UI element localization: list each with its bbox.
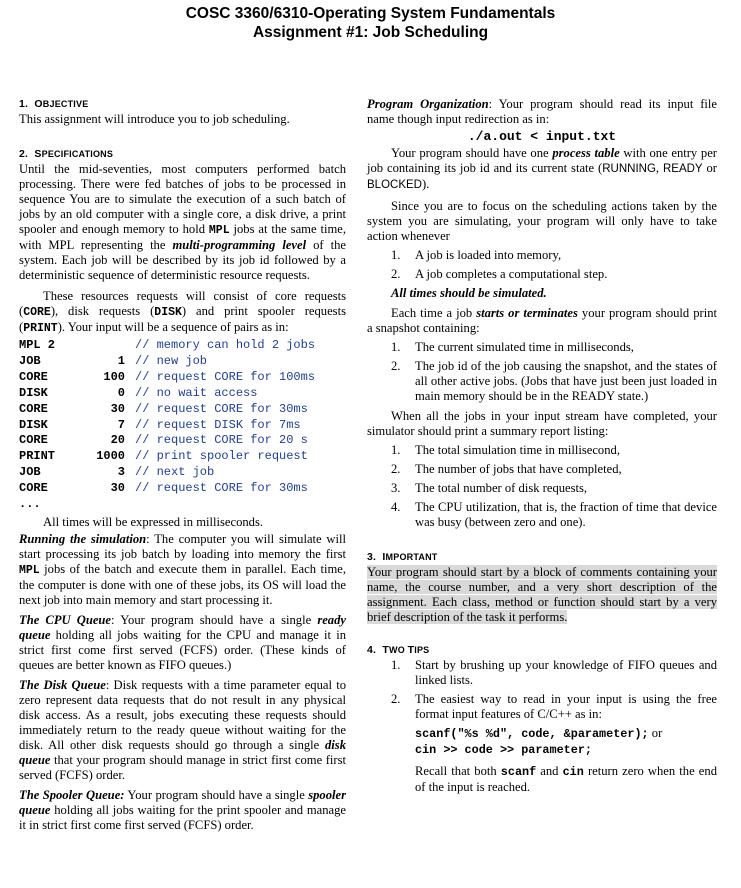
list-item: 2. A job completes a computational step. [391, 267, 608, 281]
code-line [19, 481, 315, 497]
recall-note: Recall that both scanf and cin return zero when the end of the input is reached. [415, 764, 717, 794]
code-value: 7 [117, 417, 125, 432]
spec-paragraph-running: Running the simulation: The computer you will simulate will start processing its job batch by loading into memory the first MPL jobs of the batch and execute them in parallel. Each time, the computer is done with one of these jobs, its OS will load the next job into main memory and start processing it. [19, 532, 347, 608]
list-item: 4. The CPU utilization, that is, the fraction of time that device was busy (between zero and one). [391, 500, 717, 529]
code-line [19, 402, 315, 418]
code-line [19, 433, 315, 449]
title-line-course: COSC 3360/6310-Operating System Fundamentals [185, 5, 556, 22]
code-line [19, 338, 315, 354]
code-keyword: CORE [19, 433, 48, 448]
list-item: 2. The job id of the job causing the snapshot, and the states of all other active jobs. (Jobs that have just been just loaded in main memory should be in the READY state.) [391, 359, 717, 403]
code-line [19, 370, 315, 386]
right-column [367, 97, 717, 795]
code-keyword: PRINT [19, 449, 56, 464]
actions-list [367, 248, 717, 282]
code-comment: // request DISK for 7ms [135, 417, 301, 432]
list-item: 1. A job is loaded into memory, [391, 248, 562, 262]
org-paragraph-snapshot: Each time a job starts or terminates your program should print a snapshot containing: [367, 306, 717, 335]
org-paragraph-process-table: Your program should have one process table with one entry per job containing its job id and its current state (RUNNING, READY or BLOCKED). [367, 146, 718, 191]
left-column [19, 97, 346, 833]
spec-paragraph-batch: Until the mid-seventies, most computers performed batch processing. There were fed batches of jobs to be processed in sequence You are to simulate the execution of a such batch of jobs by an old computer with a single core, a disk drive, a print spooler and enough memory to hold MPL jobs at the same time, with MPL representing the multi-programming level of the system. Each job will be described by its job id followed by a deterministic sequence of deterministic resource requests. [19, 162, 346, 282]
spec-paragraph-spooler-queue: The Spooler Queue: Your program should have a single spooler queue holding all jobs waiting for the print spooler and manage it in strict first come first served (FCFS) order. [19, 788, 347, 833]
code-value: 30 [110, 481, 125, 496]
code-comment: // memory can hold 2 jobs [135, 338, 316, 352]
code-keyword: JOB [19, 353, 41, 368]
list-item: 1. Start by brushing up your knowledge of FIFO queues and linked lists. [391, 658, 717, 687]
list-item: 1. The current simulated time in milliseconds, [391, 340, 634, 354]
code-keyword: CORE [19, 481, 48, 496]
code-comment: // no wait access [135, 385, 258, 400]
code-line [19, 465, 315, 481]
snapshot-list [367, 340, 717, 404]
code-value: 1000 [96, 449, 125, 464]
list-item: 3. The total number of disk requests, [391, 481, 588, 495]
code-comment: // next job [135, 465, 215, 480]
code-keyword: DISK [19, 385, 48, 400]
code-value: 3 [117, 465, 125, 480]
org-simulated-note: All times should be simulated. [391, 286, 547, 300]
code-keyword: MPL 2 [19, 338, 56, 352]
section-objective-heading: 1. OBJECTIVE [19, 98, 89, 110]
code-line [19, 449, 315, 465]
spec-paragraph-requests: These resources requests will consist of core requests (CORE), disk requests (DISK) and print spooler requests (PRINT). Your input will be a sequence of pairs as in: [19, 289, 346, 335]
code-comment: // request CORE for 20 s [135, 433, 308, 448]
code-comment: // request CORE for 30ms [135, 481, 308, 496]
org-paragraph-summary: When all the jobs in your input stream have completed, your simulator should print a summary report listing: [367, 409, 717, 438]
code-value: 1 [117, 353, 125, 368]
code-comment: // new job [135, 353, 208, 368]
code-comment: // request CORE for 100ms [135, 369, 316, 384]
code-value: 100 [103, 369, 125, 384]
section-important-heading: 3. IMPORTANT [367, 551, 438, 563]
spec-paragraph-times: All times will be expressed in milliseconds. [43, 515, 264, 530]
spec-paragraph-disk-queue: The Disk Queue: Disk requests with a time parameter equal to zero represent data requests that do not result in any physical disk access. As a result, jobs executing these requests should immediately return to the ready queue without waiting for the disk. All other disk requests should go through a single disk queue that your program should manage in strict first come first served (FCFS) order. [19, 678, 346, 783]
code-value: 0 [117, 385, 125, 400]
title-line-assignment: Assignment #1: Job Scheduling [252, 24, 489, 41]
code-keyword: JOB [19, 465, 41, 480]
code-comment: // request CORE for 30ms [135, 401, 308, 416]
code-line [19, 386, 315, 402]
objective-text: This assignment will introduce you to job scheduling. [19, 112, 290, 126]
cin-code: cin >> code >> parameter; [415, 743, 592, 757]
org-paragraph-redirection: Program Organization: Your program should read its input file name though input redirection as in: [367, 97, 717, 126]
tips-list [367, 658, 717, 795]
summary-list [367, 443, 717, 530]
section-specifications-heading: 2. SPECIFICATIONS [19, 148, 114, 160]
code-keyword: CORE [19, 401, 48, 416]
scanf-code: scanf("%s %d", code, &parameter); or [415, 726, 663, 741]
list-item: 2. The easiest way to read in your input is using the free format input features of C/C++ as in: scanf("%s %d", code, &parameter); or cin >> code >> parameter; Recall that both scanf and cin return zero when the end of the input is reached. [391, 692, 717, 794]
code-value: 20 [110, 433, 125, 448]
important-text: Your program should start by a block of comments containing your name, the course number, and a very short description of the assignment. Each class, method or function should start by a very brief description of the task it performs. [367, 565, 717, 624]
code-comment: // print spooler request [135, 449, 308, 464]
code-ellipsis: ... [19, 497, 41, 512]
spec-paragraph-cpu-queue: The CPU Queue: Your program should have a single ready queue holding all jobs waiting for the CPU and manage it in strict first come first served (FCFS) order. (These kinds of queues are better known as FIFO queues.) [19, 613, 346, 673]
list-item: 1. The total simulation time in millisecond, [391, 443, 620, 457]
org-paragraph-actions: Since you are to focus on the scheduling actions taken by the system you are simulating, your program will only have to take action whenever [367, 199, 717, 243]
run-command: ./a.out < input.txt [467, 129, 617, 144]
section-tips-heading: 4. TWO TIPS [367, 644, 430, 656]
code-keyword: DISK [19, 417, 48, 432]
code-line [19, 354, 315, 370]
document-title [0, 4, 741, 42]
code-keyword: CORE [19, 369, 48, 384]
list-item: 2. The number of jobs that have completed, [391, 462, 622, 476]
code-line [19, 418, 315, 434]
code-value: 30 [110, 401, 125, 416]
input-example-code [19, 338, 315, 497]
